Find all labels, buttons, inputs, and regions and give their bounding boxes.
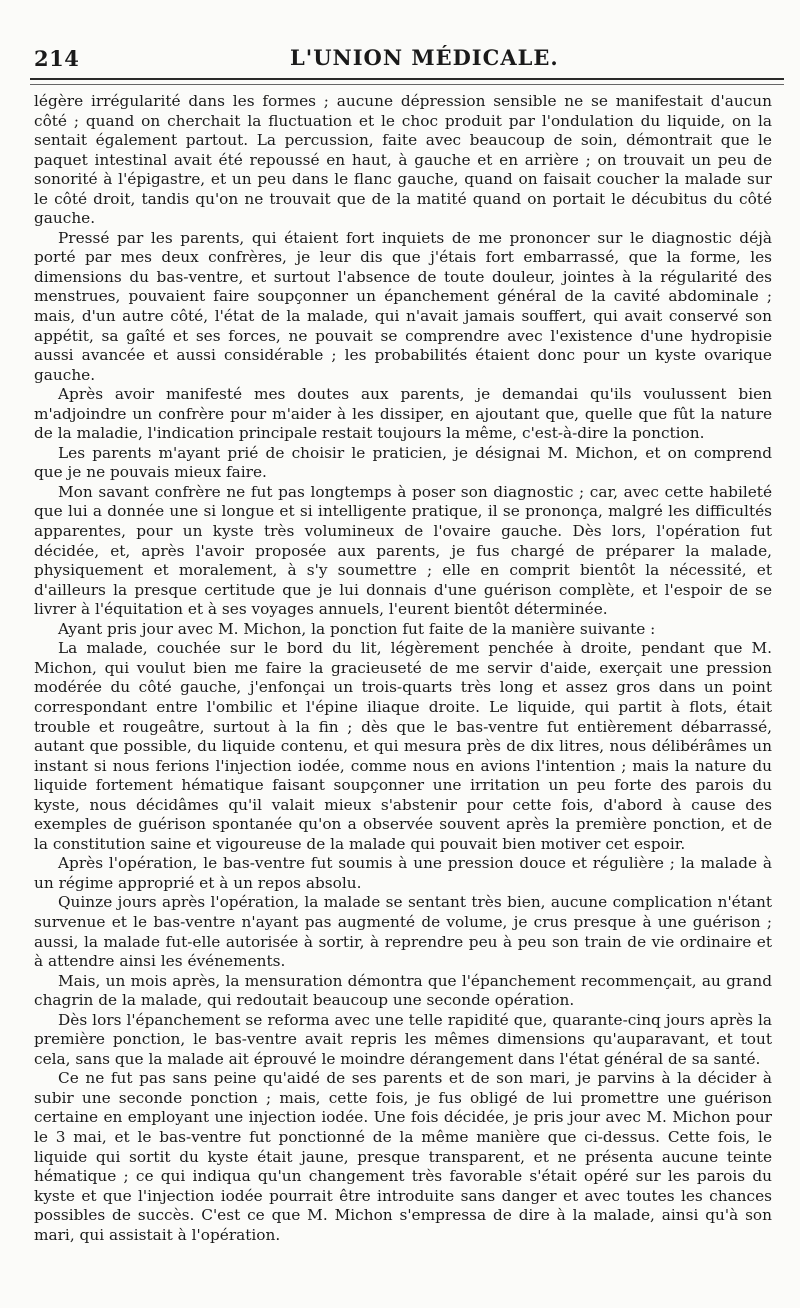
page-number: 214 [34, 46, 80, 71]
paragraph: Après avoir manifesté mes doutes aux parents, je demandai qu'ils voulussent bien m'adjoindre un confrère pour m'aider à les dissiper, en ajoutant que, quelle que fût la nature de la maladie, l'indication principale restait toujours la même, c'est-à-dire la ponction. [34, 385, 772, 443]
paragraph: La malade, couchée sur le bord du lit, légèrement penchée à droite, pendant que M. Michon, qui voulut bien me faire la gracieuseté de me servir d'aide, exerçait une pression modérée du côté gauche, j'enfonçai un trois-quarts très long et assez gros dans un point correspondant entre l'ombilic et l'épine iliaque droite. Le liquide, qui partit à flots, était trouble et rougeâtre, surtout à la fin ; dès que le bas-ventre fut entièrement débarrassé, autant que possible, du liquide contenu, et qui mesura près de dix litres, nous délibérâmes un instant si nous ferions l'injection iodée, comme nous en avions l'intention ; mais la nature du liquide fortement hématique faisant soupçonner une irritation un peu forte des parois du kyste, nous décidâmes qu'il valait mieux s'abstenir pour cette fois, d'abord à cause des exemples de guérison spontanée qu'on a observée souvent après la première ponction, et de la constitution saine et vigoureuse de la malade qui pouvait bien motiver cet espoir. [34, 639, 772, 853]
paragraph: Mais, un mois après, la mensuration démontra que l'épanchement recommençait, au grand chagrin de la malade, qui redoutait beaucoup une seconde opération. [34, 971, 772, 1010]
paragraph: Mon savant confrère ne fut pas longtemps à poser son diagnostic ; car, avec cette habileté que lui a donnée une si longue et si intelligente pratique, il se prononça, malgré les difficultés apparentes, pour un kyste très volumineux de l'ovaire gauche. Dès lors, l'opération fut décidée, et, après l'avoir proposée aux parents, je fus chargé de préparer la malade, physiquement et moralement, à s'y soumettre ; elle en comprit bientôt la nécessité, et d'ailleurs la presque certitude que je lui donnais d'une guérison complète, et l'espoir de se livrer à l'équitation et à ses voyages annuels, l'eurent bientôt déterminée. [34, 482, 772, 619]
paragraph: Après l'opération, le bas-ventre fut soumis à une pression douce et régulière ; la malade à un régime approprié et à un repos absolu. [34, 854, 772, 892]
paragraph: Pressé par les parents, qui étaient fort inquiets de me prononcer sur le diagnostic déjà porté par mes deux confrères, je leur dis que j'étais fort embarrassé, que la forme, les dimensions du bas-ventre, et surtout l'absence de toute douleur, jointes à la régularité des menstrues, pouvaient faire soupçonner un épanchement général de la cavité abdominale ; mais, d'un autre côté, l'état de la malade, qui n'avait jamais souffert, qui avait conservé son appétit, sa gaîté et ses forces, ne pouvait se comprendre avec l'existence d'une hydropisie aussi avancée et aussi considérable ; les probabilités étaient donc pour un kyste ovarique gauche. [34, 228, 772, 384]
running-title: L'UNION MÉDICALE. [290, 45, 559, 70]
paragraph: Dès lors l'épanchement se reforma avec une telle rapidité que, quarante-cinq jours après la première ponction, le bas-ventre avait repris les mêmes dimensions qu'auparavant, et tout cela, sans que la malade ait éprouvé le moindre dérangement dans l'état général de sa santé. [34, 1010, 772, 1068]
header-rule [30, 78, 784, 80]
paragraph: légère irrégularité dans les formes ; aucune dépression sensible ne se manifestait d'aucun côté ; quand on cherchait la fluctuation et le choc produit par l'ondulation du liquide, on la sentait également partout. La percussion, faite avec beaucoup de soin, démontrait que le paquet intestinal avait été repoussé en haut, à gauche et en arrière ; on trouvait un peu de sonorité à l'épigastre, et un peu dans le flanc gauche, quand on faisait coucher la malade sur le côté droit, tandis qu'on ne trouvait que de la matité quand on portait le décubitus du côté gauche. [34, 92, 772, 228]
paragraph: Ayant pris jour avec M. Michon, la ponction fut faite de la manière suivante : [58, 619, 656, 638]
paragraph: Quinze jours après l'opération, la malade se sentant très bien, aucune complication n'étant survenue et le bas-ventre n'ayant pas augmenté de volume, je crus presque à une guérison ; aussi, la malade fut-elle autorisée à sortir, à reprendre peu à peu son train de vie ordinaire et à attendre ainsi les événements. [34, 893, 772, 971]
paragraph: Ce ne fut pas sans peine qu'aidé de ses parents et de son mari, je parvins à la décider à subir une seconde ponction ; mais, cette fois, je fus obligé de lui promettre une guérison certaine en employant une injection iodée. Une fois décidée, je pris jour avec M. Michon pour le 3 mai, et le bas-ventre fut ponctionné de la même manière que ci-dessus. Cette fois, le liquide qui sortit du kyste était jaune, presque transparent, et ne présenta aucune teinte hématique ; ce qui indiqua qu'un changement très favorable s'était opéré sur les parois du kyste et que l'injection iodée pourrait être introduite sans danger et avec toutes les chances possibles de succès. C'est ce que M. Michon s'empressa de dire à la malade, ainsi qu'à son mari, qui assistait à l'opération. [34, 1069, 772, 1244]
article-body [34, 92, 772, 1245]
paragraph: Les parents m'ayant prié de choisir le praticien, je désignai M. Michon, et on comprend que je ne pouvais mieux faire. [34, 443, 772, 482]
header-rule-thin [30, 84, 784, 85]
